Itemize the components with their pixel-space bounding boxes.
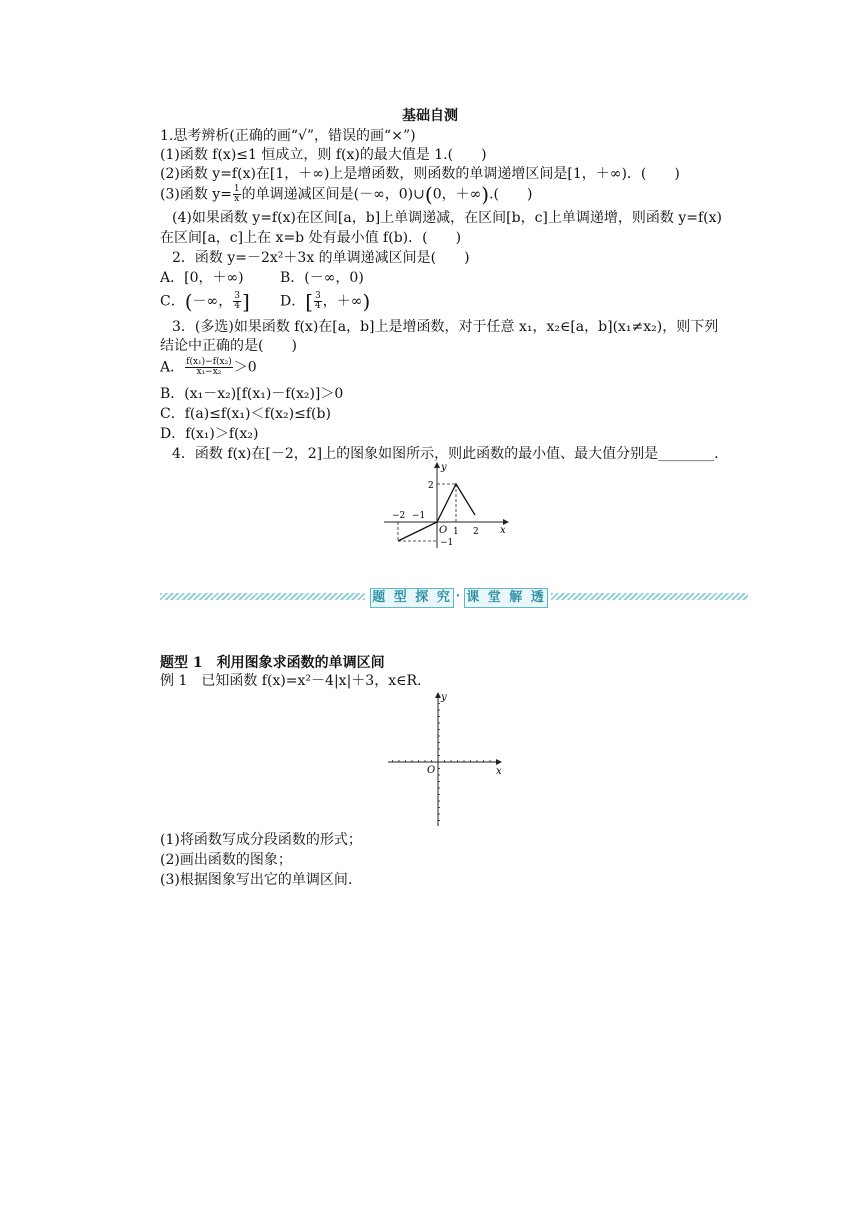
q1-s3-pre: (3)函数 y= bbox=[160, 186, 232, 203]
example-1-blank-axes bbox=[386, 688, 504, 828]
q3-option-d: D．f(x₁)＞f(x₂) bbox=[160, 426, 259, 442]
q2-option-c: C．(－∞， $\frac{3}{4}$ ] bbox=[160, 289, 250, 314]
q1-s3-interval: 0，＋∞ bbox=[432, 186, 482, 203]
q1-statement-4a: (4)如果函数 y=f(x)在区间[a，b]上单调递减，在区间[b，c]上单调递增，则函数 y=f(x) bbox=[172, 210, 722, 226]
q1-statement-3: (3)函数 y= $\frac{1}{x}$ 的单调递减区间是(－∞，0)∪(0，＋∞).( ) bbox=[160, 182, 533, 207]
fraction-3-over-4: $\frac{3}{4}$ bbox=[234, 291, 240, 311]
graph1-tick-y-neg1: −1 bbox=[440, 538, 454, 548]
q1-statement-1: (1)函数 f(x)≤1 恒成立，则 f(x)的最大值是 1.( ) bbox=[160, 147, 487, 163]
q4-function-graph bbox=[378, 458, 513, 550]
banner-label-right: 课 堂 解 透 bbox=[464, 588, 548, 608]
q4-stem: 4．函数 f(x)在[－2，2]上的图象如图所示，则此函数的最小值、最大值分别是________. bbox=[172, 446, 719, 462]
graph1-tick-y-2: 2 bbox=[428, 481, 434, 491]
q1-s3-post: 的单调递减区间是(－∞，0)∪ bbox=[241, 186, 425, 203]
q3-option-a: A． $\frac{\text{f(x₁)−f(x₂)}}{\text{x₁−x₂}}$ ＞0 bbox=[160, 357, 257, 377]
q1-statement-2: (2)函数 y=f(x)在[1，＋∞)上是增函数，则函数的单调递增区间是[1，＋∞)．( ) bbox=[160, 166, 680, 182]
section-title: 基础自测 bbox=[402, 108, 458, 124]
q2-option-b: B．(－∞，0) bbox=[280, 270, 364, 286]
q3-option-b: B．(x₁－x₂)[f(x₁)－f(x₂)]＞0 bbox=[160, 386, 344, 402]
q1-s3-end: .( ) bbox=[489, 186, 533, 203]
q3-option-c: C．f(a)≤f(x₁)＜f(x₂)≤f(b) bbox=[160, 406, 331, 422]
q1-stem: 1.思考辨析(正确的画“√”，错误的画“×”) bbox=[160, 128, 416, 144]
banner-dot: · bbox=[455, 589, 461, 604]
q3-stem-a: 3．(多选)如果函数 f(x)在[a，b]上是增函数，对于任意 x₁，x₂∈[a，b](x₁≠x₂)，则下列 bbox=[172, 319, 719, 335]
graph2-x-label: x bbox=[496, 766, 502, 777]
q1-statement-4b: 在区间[a，c]上在 x=b 处有最小值 f(b)．( ) bbox=[160, 230, 462, 246]
graph1-x-label: x bbox=[500, 525, 506, 536]
graph1-tick-x-neg1: −1 bbox=[412, 511, 426, 521]
graph2-origin: O bbox=[427, 765, 436, 776]
graph1-y-label: y bbox=[441, 462, 447, 473]
graph1-tick-x-neg2: −2 bbox=[392, 511, 406, 521]
example-1-part-2: (2)画出函数的图象； bbox=[160, 852, 292, 868]
fraction-difference-quotient: $\frac{\text{f(x₁)−f(x₂)}}{\text{x₁−x₂}}$ bbox=[186, 357, 232, 377]
example-1-part-3: (3)根据图象写出它的单调区间. bbox=[160, 872, 353, 888]
banner-stripes-left bbox=[160, 593, 365, 600]
topic-1-heading: 题型 1 利用图象求函数的单调区间 bbox=[160, 655, 385, 671]
q2-stem: 2．函数 y=－2x²＋3x 的单调递减区间是( ) bbox=[172, 250, 470, 266]
q2-option-a: A．[0，＋∞) bbox=[160, 270, 244, 286]
banner-label-left: 题 型 探 究 bbox=[370, 588, 454, 608]
q2-option-d: D．[ $\frac{3}{4}$ ，＋∞) bbox=[280, 289, 371, 314]
graph2-y-label: y bbox=[441, 692, 447, 703]
graph1-tick-x-2: 2 bbox=[473, 527, 479, 537]
q3-stem-b: 结论中正确的是( ) bbox=[160, 338, 297, 354]
banner-stripes-right bbox=[551, 593, 748, 600]
graph1-origin: O bbox=[439, 525, 448, 536]
example-1-part-1: (1)将函数写成分段函数的形式； bbox=[160, 832, 362, 848]
fraction-1-over-x: $\frac{1}{x}$ bbox=[233, 184, 240, 204]
section-banner bbox=[160, 588, 748, 606]
example-1-stem: 例 1 已知函数 f(x)=x²－4|x|＋3，x∈R. bbox=[160, 673, 422, 689]
fraction-3-over-4: $\frac{3}{4}$ bbox=[315, 291, 321, 311]
graph1-tick-x-1: 1 bbox=[453, 527, 459, 537]
